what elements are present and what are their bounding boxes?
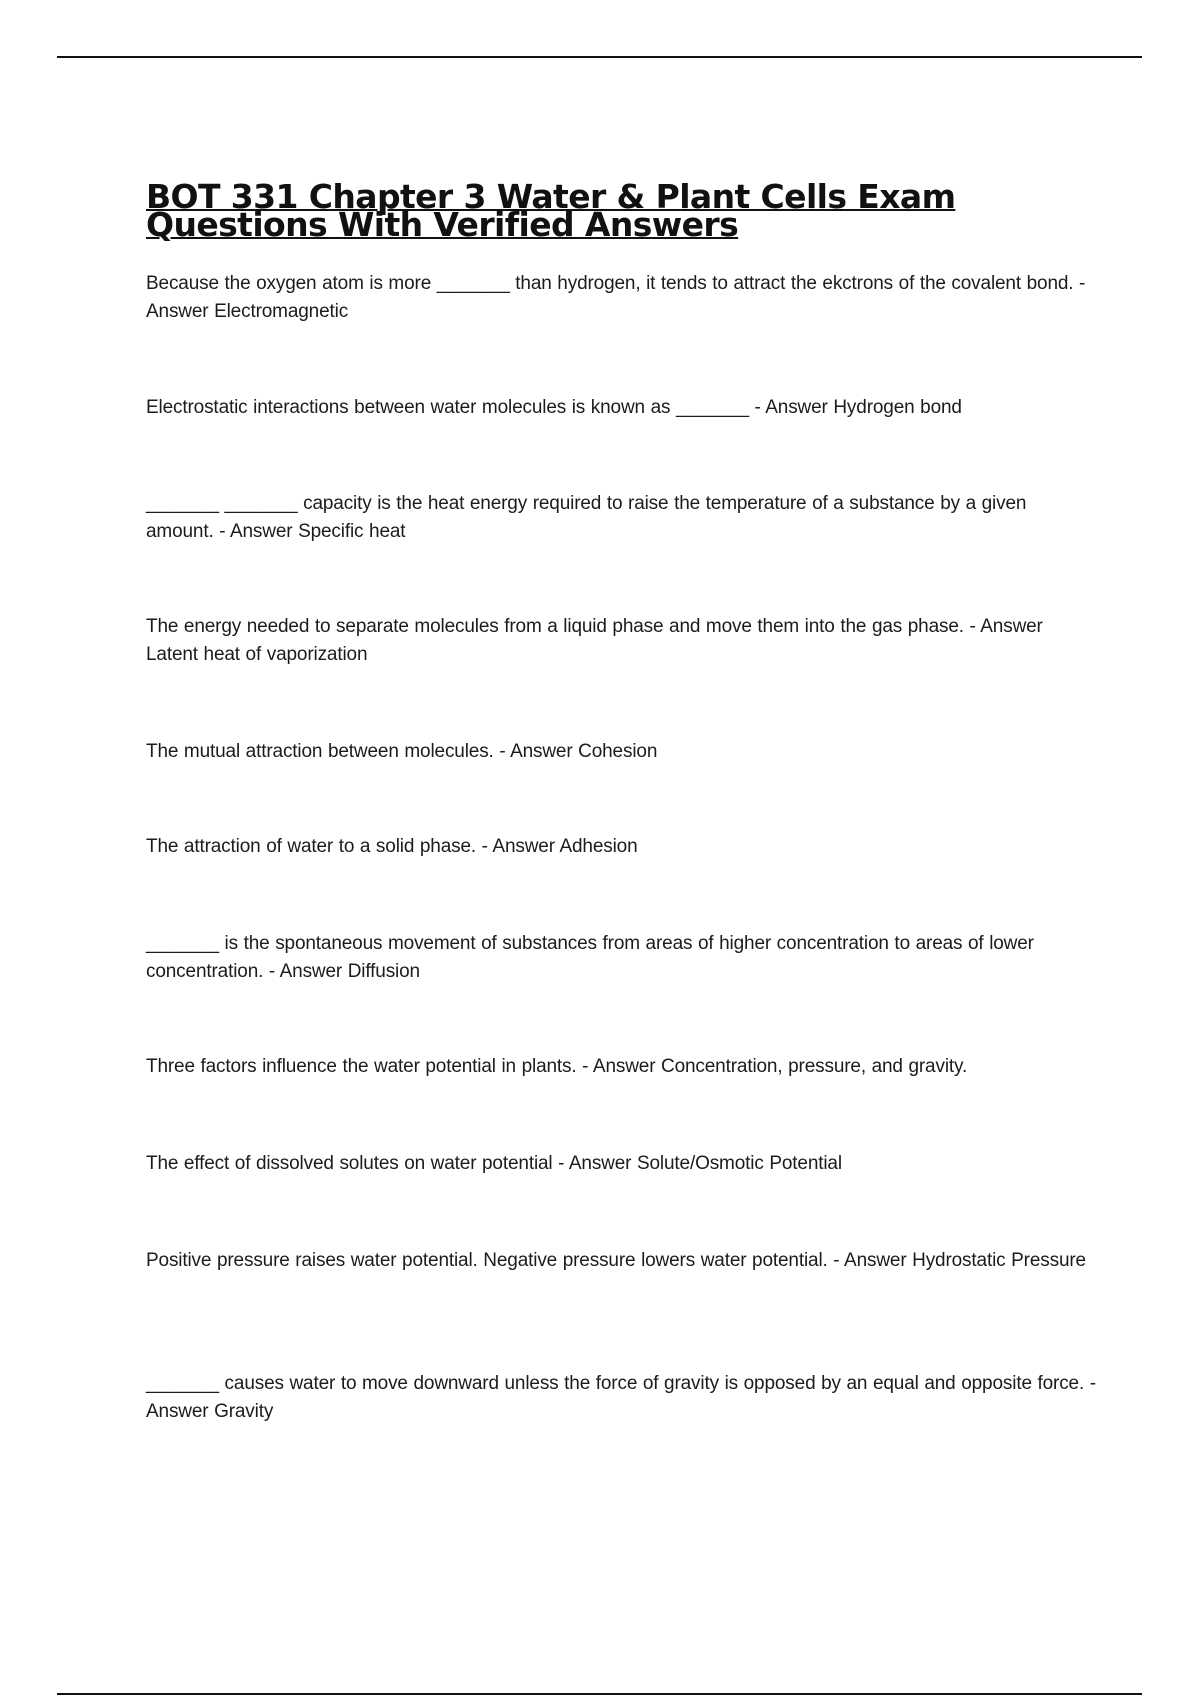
qa-item-2: Electrostatic interactions between water molecules is known as _______ - Answer Hydrogen bond [146, 397, 962, 418]
qa-item-7: _______ is the spontaneous movement of substances from areas of higher concentration to areas of lower concentration. - Answer Diffusion [146, 933, 1034, 982]
qa-item-3: _______ _______ capacity is the heat energy required to raise the temperature of a substance by a given amount. - Answer Specific heat [146, 493, 1027, 542]
qa-item-8: Three factors influence the water potential in plants. - Answer Concentration, pressure, and gravity. [146, 1056, 968, 1077]
qa-item-10: Positive pressure raises water potential. Negative pressure lowers water potential. - Answer Hydrostatic Pressure [146, 1250, 1086, 1271]
qa-item-9: The effect of dissolved solutes on water potential - Answer Solute/Osmotic Potential [146, 1153, 842, 1174]
page-bottom-rule [57, 1693, 1142, 1695]
qa-item-6: The attraction of water to a solid phase. - Answer Adhesion [146, 836, 638, 857]
document-title: BOT 331 Chapter 3 Water & Plant Cells Exam Questions With Verified Answers [146, 177, 956, 244]
page-top-rule [57, 56, 1142, 58]
qa-item-11: _______ causes water to move downward unless the force of gravity is opposed by an equal and opposite force. - Answer Gravity [146, 1373, 1096, 1422]
qa-item-4: The energy needed to separate molecules from a liquid phase and move them into the gas phase. - Answer Latent heat of vaporization [146, 616, 1043, 665]
qa-item-1: Because the oxygen atom is more _______ than hydrogen, it tends to attract the ekctrons of the covalent bond. - Answer Electromagnetic [146, 273, 1086, 322]
qa-item-5: The mutual attraction between molecules. - Answer Cohesion [146, 741, 658, 762]
